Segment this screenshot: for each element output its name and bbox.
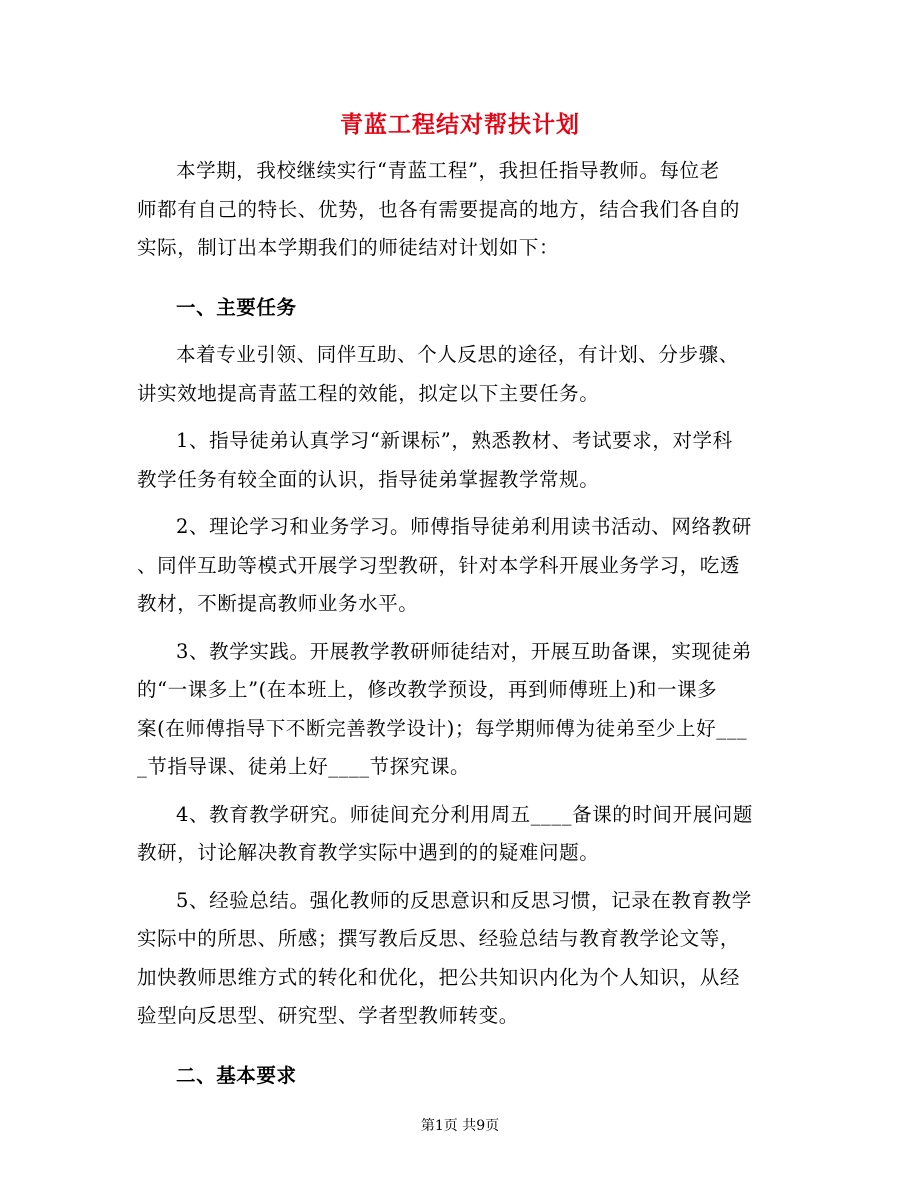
section-heading-basic-requirements: 二、基本要求 bbox=[176, 1063, 297, 1087]
task-item-5-line: 实际中的所思、所感；撰写教后反思、经验总结与教育教学论文等， bbox=[137, 927, 741, 950]
section1-intro-line: 讲实效地提高青蓝工程的效能，拟定以下主要任务。 bbox=[137, 381, 600, 405]
task-item-5-line: 验型向反思型、研究型、学者型教师转变。 bbox=[137, 1004, 519, 1027]
page-number-footer: 第1页 共9页 bbox=[420, 1118, 500, 1134]
task-item-4-line: 4、教育教学研究。师徒间充分利用周五____备课的时间开展问题 bbox=[176, 802, 754, 826]
task-item-3-line: 3、教学实践。开展教学教研师徒结对，开展互助备课，实现徒弟 bbox=[176, 639, 752, 663]
task-item-5-line: 加快教师思维方式的转化和优化，把公共知识内化为个人知识，从经 bbox=[137, 965, 741, 989]
task-item-5-line: 5、经验总结。强化教师的反思意识和反思习惯，记录在教育教学 bbox=[176, 888, 752, 912]
task-item-3-line: _节指导课、徒弟上好____节探究课。 bbox=[137, 755, 471, 778]
task-item-1-line: 1、指导徒弟认真学习“新课标”，熟悉教材、考试要求，对学科 bbox=[176, 429, 733, 452]
section-heading-main-tasks: 一、主要任务 bbox=[176, 295, 297, 319]
task-item-2-line: 2、理论学习和业务学习。师傅指导徒弟利用读书活动、网络教研 bbox=[176, 515, 752, 538]
intro-line: 本学期，我校继续实行“青蓝工程”，我担任指导教师。每位老 bbox=[176, 159, 720, 182]
section1-intro-line: 本着专业引领、同伴互助、个人反思的途径，有计划、分步骤、 bbox=[176, 343, 739, 366]
task-item-4-line: 教研，讨论解决教育教学实际中遇到的的疑难问题。 bbox=[137, 841, 600, 864]
intro-line: 实际，制订出本学期我们的师徒结对计划如下： bbox=[137, 236, 560, 259]
document-title: 青蓝工程结对帮扶计划 bbox=[340, 111, 580, 138]
document-body bbox=[137, 152, 783, 1095]
intro-line: 师都有自己的特长、优势，也各有需要提高的地方，结合我们各自的 bbox=[137, 197, 741, 221]
task-item-2-line: 、同伴互助等模式开展学习型教研，针对本学科开展业务学习，吃透 bbox=[137, 553, 741, 577]
task-item-3-line: 的“一课多上”(在本班上，修改教学预设，再到师傅班上)和一课多 bbox=[137, 678, 718, 701]
task-item-3-line: 案(在师傅指导下不断完善教学设计)；每学期师傅为徒弟至少上好___ bbox=[137, 716, 748, 740]
task-item-2-line: 教材，不断提高教师业务水平。 bbox=[137, 592, 419, 615]
task-item-1-line: 教学任务有较全面的认识，指导徒弟掌握教学常规。 bbox=[137, 467, 600, 491]
